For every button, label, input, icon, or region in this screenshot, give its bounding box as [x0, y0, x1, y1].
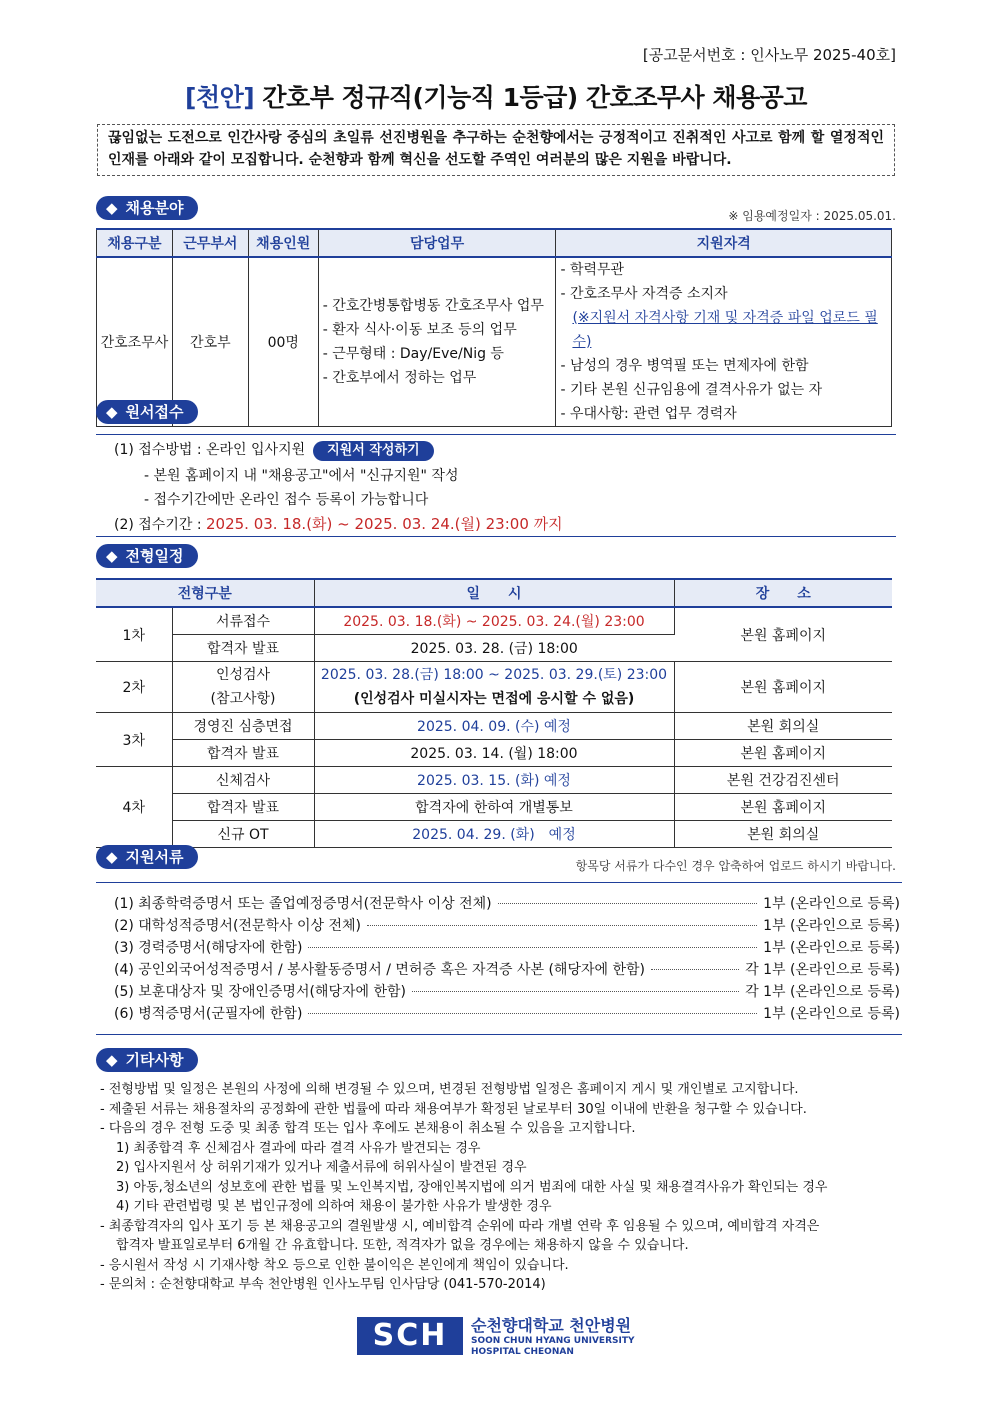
intro-text: 끊임없는 도전으로 인간사랑 중심의 초일류 선진병원을 추구하는 순천향에서는 긍정적이고 진취적인 사고로 함께 할 열정적인 인재를 아래와 같이 모집합니다. 순천향과 함께 혁신을 선도할 주역인 여러분의 많은 지원을 바랍니다. — [97, 124, 895, 176]
header-count: 채용인원 — [248, 229, 318, 257]
schedule-date: 2025. 03. 14. (월) 18:00 — [314, 740, 674, 767]
doc-item — [114, 981, 900, 1003]
duty-line: - 환자 식사·이동 보조 등의 업무 — [322, 322, 517, 338]
appointment-date-note: ※ 임용예정일자 : 2025.05.01. — [728, 209, 896, 223]
header-quals: 지원자격 — [556, 229, 892, 257]
item-line: (참고사항) — [210, 691, 276, 707]
etc-line: - 제출된 서류는 채용절차의 공정화에 관한 법률에 따라 채용여부가 확정된 날로부터 30일 이내에 반환을 청구할 수 있습니다. — [100, 1101, 807, 1117]
doc-item — [114, 937, 900, 959]
section-title: 지원서류 — [125, 848, 184, 866]
schedule-table — [96, 578, 892, 848]
docs-list — [114, 893, 900, 1025]
period-label: (2) 접수기간 : — [114, 517, 206, 533]
schedule-place: 본원 홈페이지 — [674, 740, 892, 767]
schedule-item — [172, 662, 314, 713]
title-main: 간호부 정규직(기능직 1등급) 간호조무사 채용공고 — [254, 83, 807, 112]
leader-dots — [498, 903, 757, 904]
schedule-item: 신규 OT — [172, 821, 314, 848]
doc-label: (4) 공인외국어성적증명서 / 봉사활동증명서 / 면허증 혹은 자격증 사본 (해당자에 한함) — [114, 962, 645, 978]
etc-list — [100, 1080, 898, 1295]
document-number: [공고문서번호 : 인사노무 2025-40호] — [642, 46, 896, 64]
diamond-icon: ◆ — [106, 848, 118, 866]
header-category: 채용구분 — [97, 229, 173, 257]
section-header-apply — [96, 400, 198, 424]
section-title: 원서접수 — [125, 403, 184, 421]
schedule-date: 2025. 03. 18.(화) ~ 2025. 03. 24.(월) 23:00 — [314, 607, 674, 635]
schedule-place: 본원 회의실 — [674, 713, 892, 740]
doc-qty: 1부 (온라인으로 등록) — [763, 918, 900, 934]
etc-line: - 응시원서 작성 시 기재사항 착오 등으로 인한 불이익은 본인에게 책임이 있습니다. — [100, 1257, 569, 1273]
section-header-field — [96, 196, 198, 220]
qual-upload-link[interactable]: (※지원서 자격사항 기재 및 자격증 파일 업로드 필수) — [572, 310, 878, 350]
stage-1: 1차 — [96, 607, 172, 662]
schedule-place: 본원 홈페이지 — [674, 607, 892, 662]
schedule-date: 2025. 04. 29. (화) 예정 — [314, 821, 674, 848]
schedule-date: 합격자에 한하여 개별통보 — [314, 794, 674, 821]
cell-quals — [556, 257, 892, 427]
etc-line: 4) 기타 관련법령 및 본 법인규정에 의하여 채용이 불가한 사유가 발생한 경우 — [116, 1199, 552, 1214]
diamond-icon: ◆ — [106, 403, 118, 421]
schedule-place: 본원 홈페이지 — [674, 662, 892, 713]
etc-line: - 다음의 경우 전형 도중 및 최종 합격 또는 입사 후에도 본채용이 취소될 수 있음을 고지합니다. — [100, 1121, 636, 1136]
cell-dept: 간호부 — [172, 257, 248, 427]
leader-dots — [651, 969, 739, 970]
apply-method — [114, 438, 434, 462]
header-date: 일 시 — [314, 579, 674, 607]
logo-english-name: SOON CHUN HYANG UNIVERSITY — [471, 1336, 635, 1346]
header-dept: 근무부서 — [172, 229, 248, 257]
leader-dots — [367, 925, 757, 926]
cell-category: 간호조무사 — [97, 257, 173, 427]
cell-count: 00명 — [248, 257, 318, 427]
section-title: 전형일정 — [125, 547, 184, 565]
etc-line: - 문의처 : 순천향대학교 부속 천안병원 인사노무팀 인사담당 (041-570-2014) — [100, 1277, 546, 1292]
duty-line: - 간호부에서 정하는 업무 — [322, 370, 477, 386]
schedule-item: 신체검사 — [172, 767, 314, 794]
leader-dots — [412, 991, 739, 992]
doc-qty: 1부 (온라인으로 등록) — [763, 940, 900, 956]
header-stage: 전형구분 — [96, 579, 314, 607]
section-title: 채용분야 — [125, 199, 184, 217]
doc-label: (5) 보훈대상자 및 장애인증명서(해당자에 한함) — [114, 984, 406, 1000]
schedule-date: 2025. 04. 09. (수) 예정 — [314, 713, 674, 740]
doc-item — [114, 1003, 900, 1025]
schedule-item: 서류접수 — [172, 607, 314, 635]
divider — [96, 882, 902, 883]
write-application-button[interactable]: 지원서 작성하기 — [313, 441, 433, 461]
schedule-item: 합격자 발표 — [172, 740, 314, 767]
divider — [96, 536, 896, 537]
schedule-date: 2025. 03. 28. (금) 18:00 — [314, 635, 674, 662]
doc-label: (6) 병적증명서(군필자에 한함) — [114, 1006, 303, 1022]
doc-qty: 각 1부 (온라인으로 등록) — [745, 962, 900, 978]
apply-method-label: (1) 접수방법 : 온라인 입사지원 — [114, 442, 306, 458]
schedule-date: 2025. 03. 15. (화) 예정 — [314, 767, 674, 794]
docs-note: 항목당 서류가 다수인 경우 압축하여 업로드 하시기 바랍니다. — [575, 859, 896, 873]
schedule-date — [314, 662, 674, 713]
diamond-icon: ◆ — [106, 1051, 118, 1069]
divider — [96, 434, 896, 435]
doc-label: (3) 경력증명서(해당자에 한함) — [114, 940, 303, 956]
doc-qty: 1부 (온라인으로 등록) — [763, 1006, 900, 1022]
doc-label: (2) 대학성적증명서(전문학사 이상 전체) — [114, 918, 361, 934]
stage-2: 2차 — [96, 662, 172, 713]
header-place: 장 소 — [674, 579, 892, 607]
doc-item — [114, 915, 900, 937]
doc-item — [114, 893, 900, 915]
schedule-item: 합격자 발표 — [172, 794, 314, 821]
doc-item — [114, 959, 900, 981]
title-tag: [천안] — [185, 83, 255, 112]
date-note: (인성검사 미실시자는 면접에 응시할 수 없음) — [353, 691, 635, 707]
section-title: 기타사항 — [125, 1051, 184, 1069]
doc-qty: 1부 (온라인으로 등록) — [763, 896, 900, 912]
etc-line: 합격자 발표일로부터 6개월 간 유효합니다. 또한, 적격자가 없을 경우에는 채용하지 않을 수 있습니다. — [116, 1238, 689, 1253]
item-line: 인성검사 — [215, 667, 271, 683]
date-line: 2025. 03. 28.(금) 18:00 ~ 2025. 03. 29.(토) 23:00 — [320, 667, 668, 683]
schedule-place: 본원 홈페이지 — [674, 794, 892, 821]
etc-line: - 최종합격자의 입사 포기 등 본 채용공고의 결원발생 시, 예비합격 순위에 따라 개별 연락 후 임용될 수 있으며, 예비합격 자격은 — [100, 1218, 820, 1234]
qual-line: - 간호조무사 자격증 소지자 — [560, 286, 728, 302]
schedule-place: 본원 건강검진센터 — [674, 767, 892, 794]
stage-4: 4차 — [96, 767, 172, 848]
section-header-etc — [96, 1048, 198, 1072]
cell-duties — [318, 257, 556, 427]
sch-mark: SCH — [357, 1317, 463, 1355]
etc-line: 1) 최종합격 후 신체검사 결과에 따라 결격 사유가 발견되는 경우 — [116, 1140, 481, 1156]
logo-english-sub: HOSPITAL CHEONAN — [471, 1347, 574, 1357]
page-title — [0, 78, 992, 114]
etc-line: 3) 아동,청소년의 성보호에 관한 법률 및 노인복지법, 장애인복지법에 의거 범죄에 대한 사실 및 채용결격사유가 확인되는 경우 — [116, 1179, 828, 1195]
leader-dots — [308, 947, 757, 948]
stage-3: 3차 — [96, 713, 172, 767]
apply-sub1: - 본원 홈페이지 내 "채용공고"에서 "신규지원" 작성 — [144, 468, 459, 484]
hospital-logo — [357, 1313, 635, 1358]
logo-korean-name: 순천향대학교 천안병원 — [471, 1316, 632, 1335]
qual-line: - 우대사항: 관련 업무 경력자 — [560, 406, 737, 422]
apply-period — [114, 512, 563, 537]
diamond-icon: ◆ — [106, 199, 118, 217]
qual-line: - 학력무관 — [560, 262, 625, 278]
duty-line: - 간호간병통합병동 간호조무사 업무 — [322, 298, 544, 314]
header-duties: 담당업무 — [318, 229, 556, 257]
field-table — [96, 228, 892, 427]
doc-label: (1) 최종학력증명서 또는 졸업예정증명서(전문학사 이상 전체) — [114, 896, 492, 912]
schedule-item: 합격자 발표 — [172, 635, 314, 662]
etc-line: 2) 입사지원서 상 허위기재가 있거나 제출서류에 허위사실이 발견된 경우 — [116, 1160, 527, 1175]
apply-sub2: - 접수기간에만 온라인 접수 등록이 가능합니다 — [144, 492, 429, 508]
duty-line: - 근무형태 : Day/Eve/Nig 등 — [322, 346, 504, 362]
period-value: 2025. 03. 18.(화) ~ 2025. 03. 24.(월) 23:00 까지 — [206, 515, 563, 533]
divider — [96, 1034, 902, 1035]
diamond-icon: ◆ — [106, 547, 118, 565]
doc-qty: 각 1부 (온라인으로 등록) — [745, 984, 900, 1000]
schedule-item: 경영진 심층면접 — [172, 713, 314, 740]
qual-line: - 기타 본원 신규임용에 결격사유가 없는 자 — [560, 382, 823, 398]
etc-line: - 전형방법 및 일정은 본원의 사정에 의해 변경될 수 있으며, 변경된 전형방법 일정은 홈페이지 게시 및 개인별로 고지합니다. — [100, 1082, 799, 1097]
schedule-place: 본원 회의실 — [674, 821, 892, 848]
leader-dots — [308, 1013, 757, 1014]
qual-line: - 남성의 경우 병역필 또는 면제자에 한함 — [560, 358, 809, 374]
section-header-docs — [96, 845, 198, 869]
section-header-schedule — [96, 544, 198, 568]
